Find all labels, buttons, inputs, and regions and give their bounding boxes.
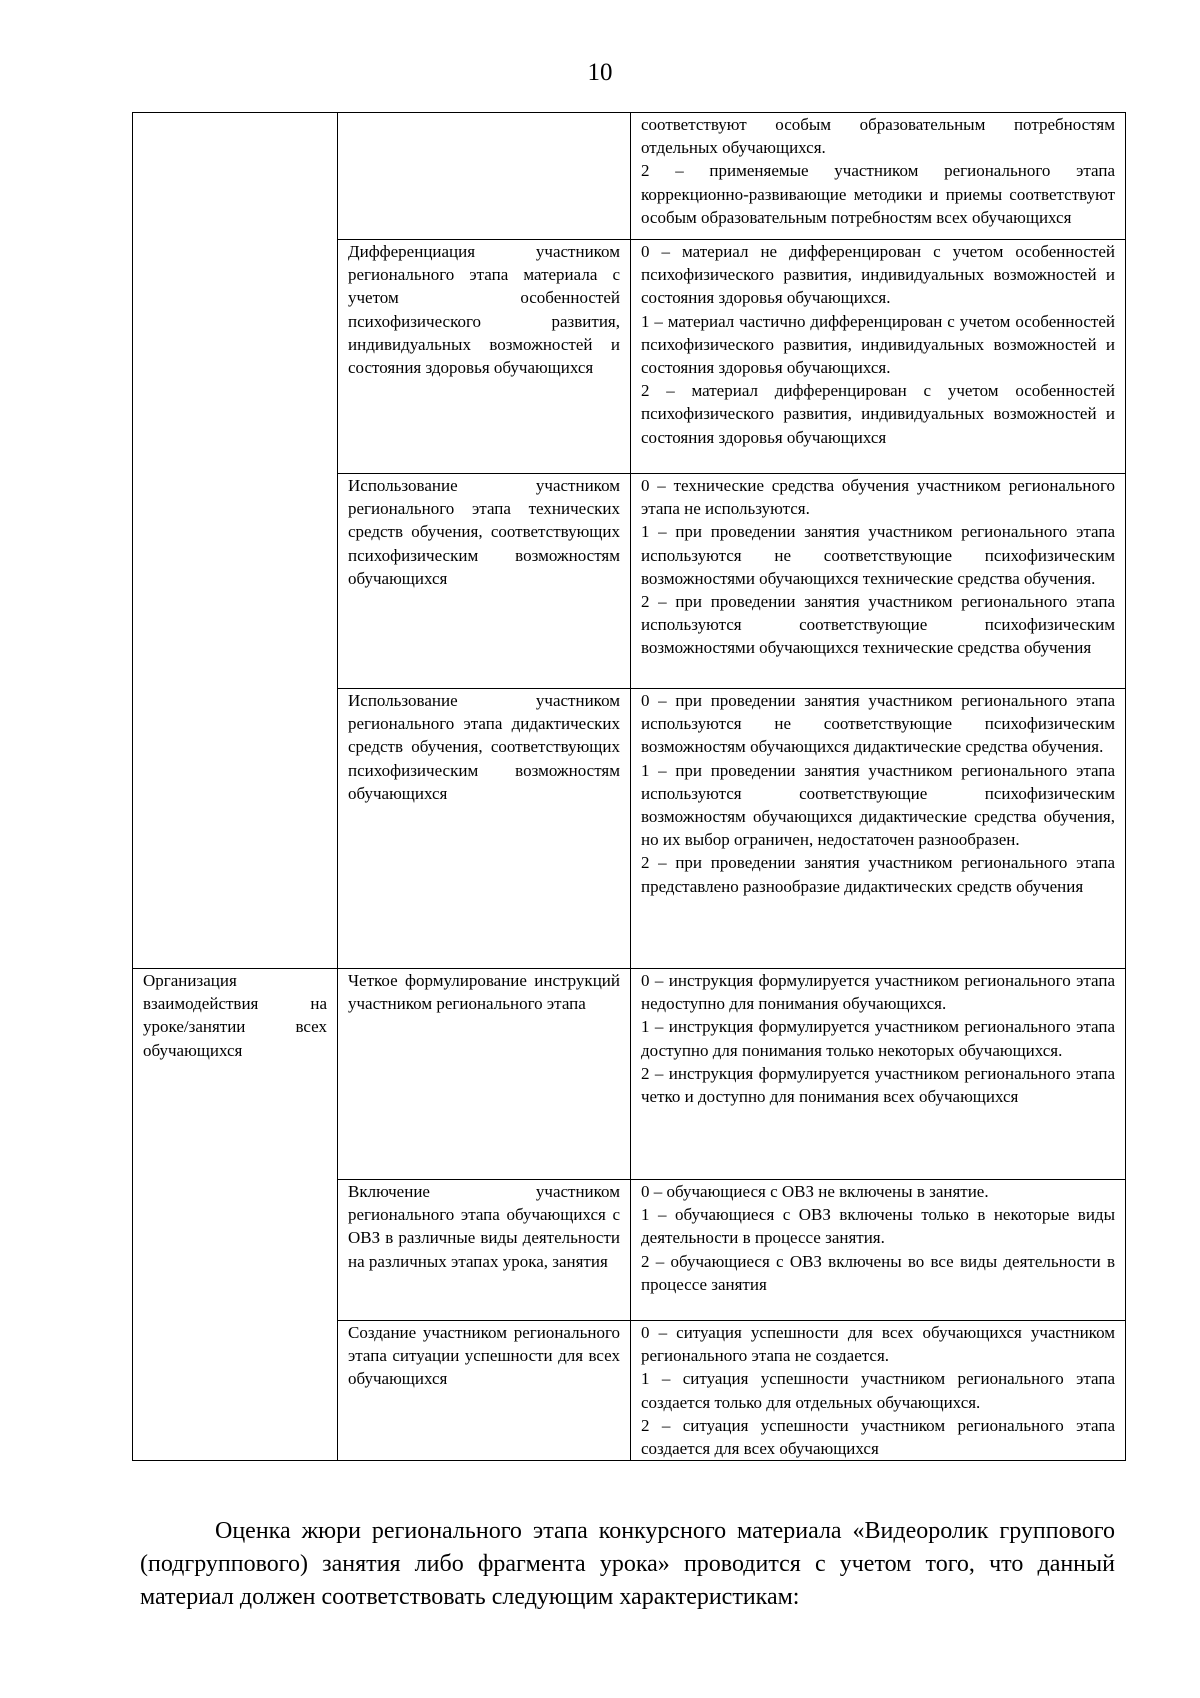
levels-cell bbox=[631, 113, 1126, 240]
table-row bbox=[133, 969, 1126, 1180]
page-number: 10 bbox=[587, 59, 613, 86]
level-text: 0 – технические средства обучения участником регионального этапа не используются. 1 – при проведении занятия участником регионального этапа используются не соответствующие психофизическим возможностями обучающихся технические средства обучения. 2 – при проведении занятия участником регионального этапа используются соответствующие психофизическим возможностями обучающихся технические средства обучения bbox=[641, 476, 1115, 658]
table-row bbox=[133, 113, 1126, 240]
level-text: 0 – ситуация успешности для всех обучающихся участником регионального этапа не создается. 1 – ситуация успешности участником регионального этапа создается только для отдельных обучающихся. 2 – ситуация успешности участником регионального этапа создается для всех обучающихся bbox=[641, 1323, 1115, 1459]
levels-cell bbox=[631, 969, 1126, 1180]
levels-cell bbox=[631, 474, 1126, 689]
group-cell bbox=[133, 113, 338, 969]
criterion-cell: Использование участником регионального этапа дидактических средств обучения, соответствующих психофизическим возможностям обучающихся bbox=[338, 689, 631, 969]
levels-cell bbox=[631, 240, 1126, 474]
levels-cell bbox=[631, 1180, 1126, 1321]
criterion-cell: Создание участником регионального этапа ситуации успешности для всех обучающихся bbox=[338, 1321, 631, 1461]
criteria-table bbox=[132, 112, 1126, 1461]
level-text: 0 – инструкция формулируется участником регионального этапа недоступно для понимания обучающихся. 1 – инструкция формулируется участником регионального этапа доступно для понимания только некоторых обучающихся. 2 – инструкция формулируется участником регионального этапа четко и доступно для понимания всех обучающихся bbox=[641, 971, 1115, 1107]
level-text: 0 – материал не дифференцирован с учетом особенностей психофизического развития, индивидуальных возможностей и состояния здоровья обучающихся. 1 – материал частично дифференцирован с учетом особенностей психофизического развития, индивидуальных возможностей и состояния здоровья обучающихся. 2 – материал дифференцирован с учетом особенностей психофизического развития, индивидуальных возможностей и состояния здоровья обучающихся bbox=[641, 242, 1115, 447]
levels-cell bbox=[631, 689, 1126, 969]
level-text: 0 – обучающиеся с ОВЗ не включены в занятие. 1 – обучающиеся с ОВЗ включены только в некоторые виды деятельности в процессе занятия. 2 – обучающиеся с ОВЗ включены во все виды деятельности в процессе занятия bbox=[641, 1182, 1115, 1294]
group-cell: Организация взаимодействия на уроке/занятии всех обучающихся bbox=[133, 969, 338, 1461]
body-paragraph: Оценка жюри регионального этапа конкурсного материала «Видеоролик группового (подгруппового) занятия либо фрагмента урока» проводится с учетом того, что данный материал должен соответствовать следующим характеристикам: bbox=[140, 1518, 1115, 1610]
criterion-cell bbox=[338, 113, 631, 240]
criterion-cell: Четкое формулирование инструкций участником регионального этапа bbox=[338, 969, 631, 1180]
criterion-cell: Дифференциация участником регионального этапа материала с учетом особенностей психофизического развития, индивидуальных возможностей и состояния здоровья обучающихся bbox=[338, 240, 631, 474]
levels-cell bbox=[631, 1321, 1126, 1461]
level-text: 0 – при проведении занятия участником регионального этапа используются не соответствующие психофизическим возможностям обучающихся дидактические средства обучения. 1 – при проведении занятия участником регионального этапа используются соответствующие психофизическим возможностям обучающихся дидактические средства обучения, но их выбор ограничен, недостаточен разнообразен. 2 – при проведении занятия участником регионального этапа представлено разнообразие дидактических средств обучения bbox=[641, 691, 1115, 896]
level-text: соответствуют особым образовательным потребностям отдельных обучающихся. 2 – применяемые участником регионального этапа коррекционно-развивающие методики и приемы соответствуют особым образовательным потребностям всех обучающихся bbox=[641, 115, 1115, 227]
criterion-cell: Включение участником регионального этапа обучающихся с ОВЗ в различные виды деятельности на различных этапах урока, занятия bbox=[338, 1180, 631, 1321]
criterion-cell: Использование участником регионального этапа технических средств обучения, соответствующих психофизическим возможностям обучающихся bbox=[338, 474, 631, 689]
